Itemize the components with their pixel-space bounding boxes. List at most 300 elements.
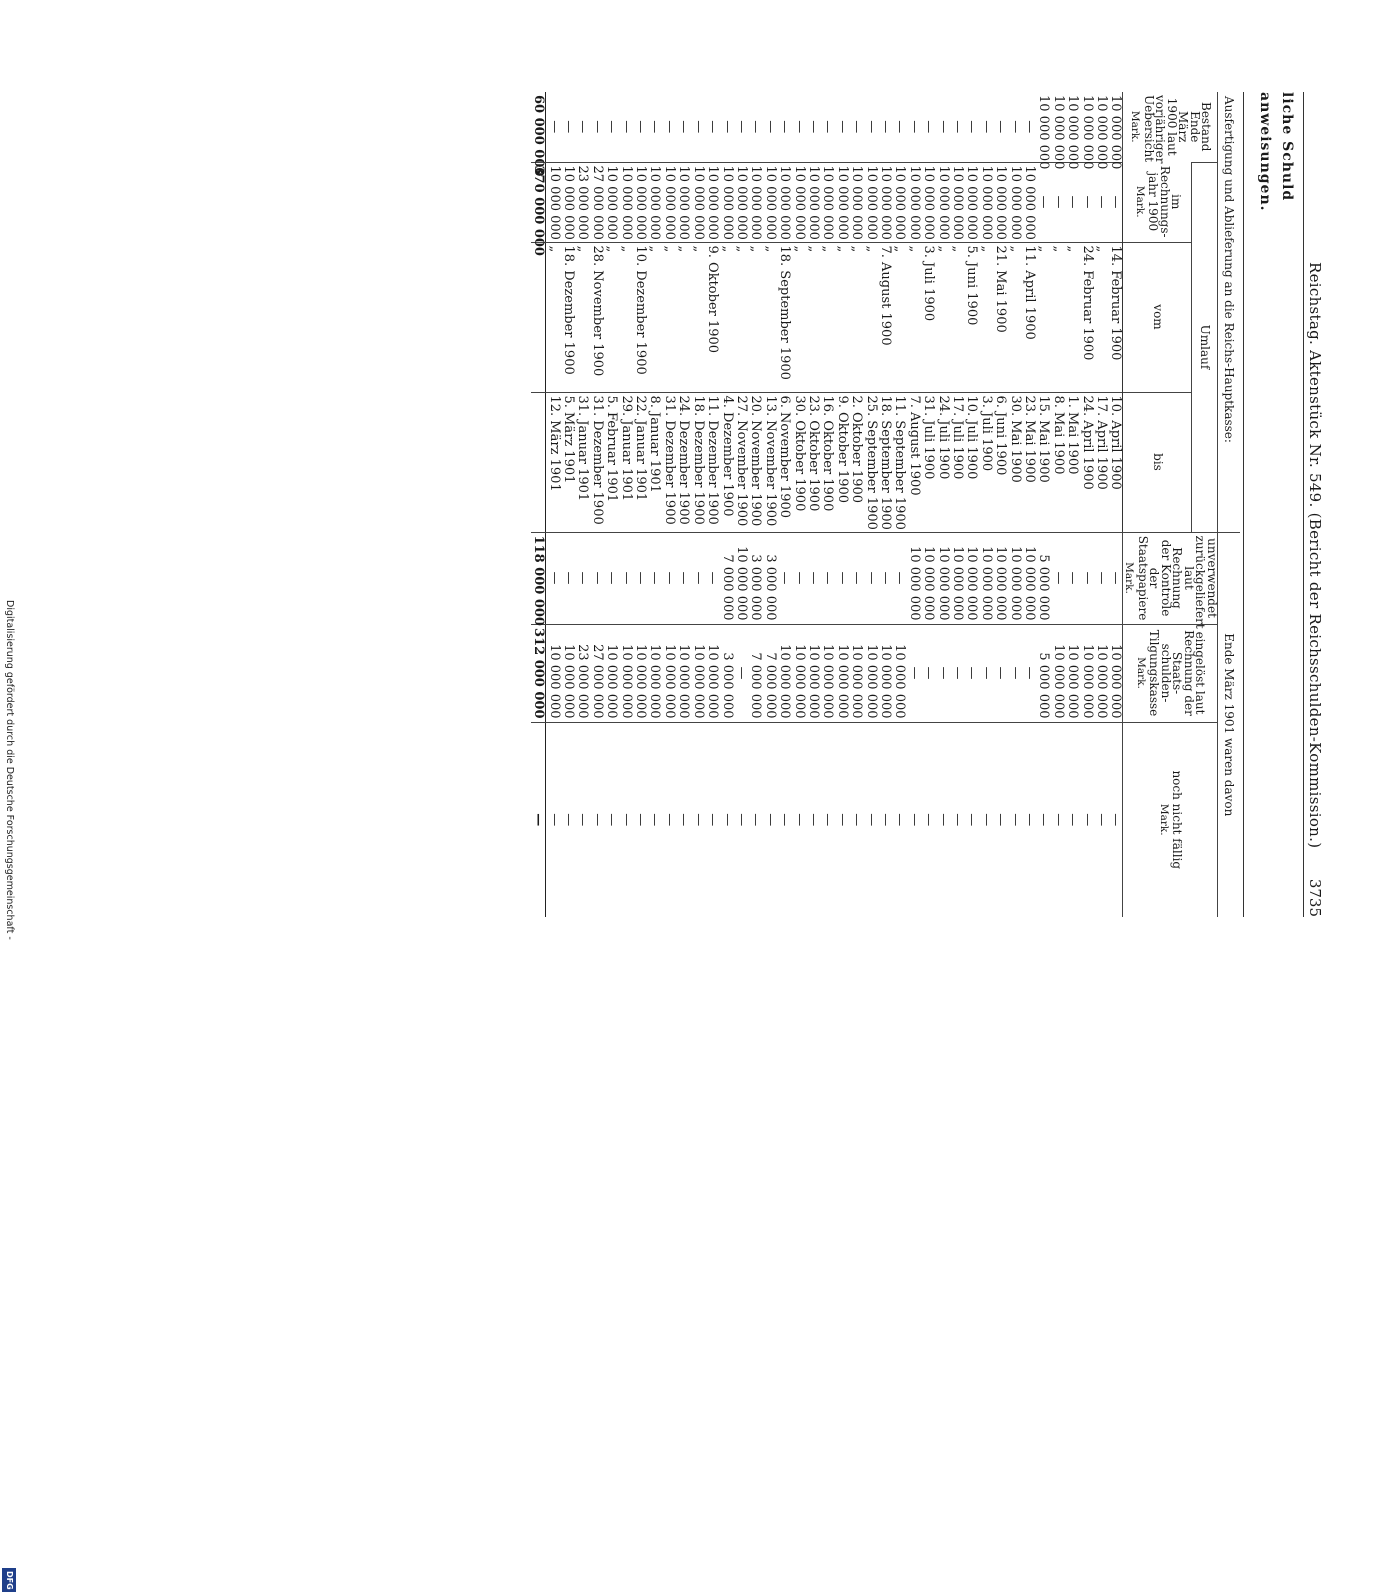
header-im <box>1123 162 1192 242</box>
cell-bestand: — <box>964 120 980 134</box>
cell-bis: 23. Oktober 1900 <box>806 392 820 532</box>
cell-im: — <box>1065 162 1079 242</box>
cell-im: 10 000 000 <box>546 162 561 242</box>
cell-faellig: — <box>777 722 791 917</box>
cell-eingeloest: — <box>921 624 935 722</box>
cell-bis: 18. September 1900 <box>878 392 892 532</box>
cell-vom: „ <box>978 242 992 392</box>
table-row <box>950 92 964 917</box>
cell-faellig: — <box>719 722 733 917</box>
cell-im: 10 000 000 <box>906 162 920 242</box>
cell-unverwendet: 10 000 000 <box>906 532 920 624</box>
cell-eingeloest: 10 000 000 <box>561 624 575 722</box>
table-row <box>575 92 589 917</box>
cell-bis: 18. Dezember 1900 <box>690 392 704 532</box>
cell-faellig: — <box>820 722 834 917</box>
cell-eingeloest: 3 000 000 <box>719 624 733 722</box>
cell-faellig: — <box>978 722 992 917</box>
cell-unverwendet: — <box>820 532 834 624</box>
cell-faellig: — <box>1050 722 1064 917</box>
cell-im: 10 000 000 <box>935 162 949 242</box>
cell-bis: 12. März 1901 <box>546 392 561 532</box>
table-row <box>892 92 906 917</box>
cell-unverwendet: — <box>1094 532 1108 624</box>
cell-vom: „ <box>618 242 632 392</box>
cell-bis: 23. Mai 1900 <box>1022 392 1036 532</box>
cell-unverwendet: — <box>1050 532 1064 624</box>
cell-faellig: — <box>863 722 877 917</box>
header-unit: Mark. <box>1158 803 1170 836</box>
cell-unverwendet: 10 000 000 <box>978 532 992 624</box>
cell-vom: 14. Februar 1900 <box>1108 242 1123 392</box>
cell-eingeloest: — <box>935 624 949 722</box>
table-row <box>964 92 978 917</box>
cell-faellig: — <box>1108 722 1123 917</box>
header-eingeloest-label: eingelöst laut Rechnung der Staats-schulden-Tilgungskasse <box>1147 629 1208 717</box>
cell-bestand: — <box>791 120 807 134</box>
cell-eingeloest: 10 000 000 <box>647 624 661 722</box>
cell-faellig: — <box>748 722 762 917</box>
cell-vom: „ <box>647 242 661 392</box>
cell-bestand: — <box>849 120 865 134</box>
table-row <box>1050 92 1064 917</box>
table-row <box>921 92 935 917</box>
cell-im: 10 000 000 <box>705 162 719 242</box>
cell-eingeloest: 10 000 000 <box>863 624 877 722</box>
cell-unverwendet: 3 000 000 <box>762 532 776 624</box>
total-im: 370 000 000 <box>531 162 546 242</box>
cell-bis: 30. Oktober 1900 <box>791 392 805 532</box>
cell-eingeloest: — <box>950 624 964 722</box>
cell-bestand: — <box>1007 120 1023 134</box>
cell-bestand: — <box>589 120 605 134</box>
cell-bis: 31. Januar 1901 <box>575 392 589 532</box>
cell-unverwendet: 7 000 000 <box>719 532 733 624</box>
cell-unverwendet: — <box>863 532 877 624</box>
cell-unverwendet: 10 000 000 <box>1022 532 1036 624</box>
cell-bis: 5. März 1901 <box>561 392 575 532</box>
cell-bis: 27. November 1900 <box>734 392 748 532</box>
cell-im: 10 000 000 <box>719 162 733 242</box>
cell-vom: „ <box>719 242 733 392</box>
cell-faellig: — <box>906 722 920 917</box>
table-row <box>1036 92 1050 917</box>
cell-im: 10 000 000 <box>964 162 978 242</box>
cell-im: 10 000 000 <box>950 162 964 242</box>
cell-faellig: — <box>575 722 589 917</box>
cell-faellig: — <box>662 722 676 917</box>
cell-im: 10 000 000 <box>561 162 575 242</box>
cell-im: 10 000 000 <box>647 162 661 242</box>
table-row <box>589 92 603 917</box>
table-row <box>834 92 848 917</box>
cell-eingeloest: 10 000 000 <box>820 624 834 722</box>
cell-faellig: — <box>618 722 632 917</box>
table-row <box>676 92 690 917</box>
header-faellig-label: noch nicht fällig <box>1170 770 1185 870</box>
cell-bestand: — <box>1022 120 1038 134</box>
cell-eingeloest: — <box>906 624 920 722</box>
table-row <box>1094 92 1108 917</box>
cell-faellig: — <box>546 722 561 917</box>
table-row <box>690 92 704 917</box>
header-unit: Mark. <box>1129 110 1142 143</box>
cell-unverwendet: — <box>849 532 863 624</box>
cell-faellig: — <box>633 722 647 917</box>
cell-im: 10 000 000 <box>878 162 892 242</box>
running-title: Reichstag. Aktenstück Nr. 549. (Bericht der Reichsschulden-Kommission.) <box>1306 262 1324 849</box>
header-bestand <box>1123 92 1218 162</box>
cell-bestand: — <box>906 120 922 134</box>
rotated-page-content <box>118 92 1334 917</box>
cell-eingeloest: 7 000 000 <box>762 624 776 722</box>
header-unverwendet <box>1123 532 1219 629</box>
cell-eingeloest: 10 000 000 <box>690 624 704 722</box>
cell-bis: 1. Mai 1900 <box>1065 392 1079 532</box>
cell-faellig: — <box>1036 722 1050 917</box>
cell-unverwendet: — <box>662 532 676 624</box>
table-row <box>993 92 1007 917</box>
cell-bis: 3. Juli 1900 <box>978 392 992 532</box>
cell-bis: 2. Oktober 1900 <box>849 392 863 532</box>
cell-vom: „ <box>849 242 863 392</box>
cell-bestand: — <box>950 120 966 134</box>
cell-faellig: — <box>734 722 748 917</box>
cell-faellig: — <box>950 722 964 917</box>
cell-bestand: — <box>935 120 951 134</box>
table-row <box>561 92 575 917</box>
cell-bis: 6. November 1900 <box>777 392 791 532</box>
cell-faellig: — <box>791 722 805 917</box>
cell-vom: „ <box>1007 242 1021 392</box>
table-row <box>791 92 805 917</box>
header-ende-maerz: Ende März 1901 waren davon <box>1218 532 1241 917</box>
header-unit: Mark. <box>1135 657 1147 689</box>
heading-line-2: anweisungen. <box>1257 92 1273 212</box>
cell-eingeloest: — <box>978 624 992 722</box>
cell-faellig: — <box>1022 722 1036 917</box>
cell-eingeloest: 10 000 000 <box>604 624 618 722</box>
cell-eingeloest: 23 000 000 <box>575 624 589 722</box>
cell-faellig: — <box>676 722 690 917</box>
cell-eingeloest: 10 000 000 <box>1108 624 1123 722</box>
cell-vom: 9. Oktober 1900 <box>705 242 719 392</box>
cell-faellig: — <box>964 722 978 917</box>
cell-im: 10 000 000 <box>690 162 704 242</box>
cell-bestand: — <box>748 120 764 134</box>
cell-bestand: 10 000 000 <box>1065 95 1081 170</box>
cell-vom: „ <box>1036 242 1050 392</box>
cell-im: 10 000 000 <box>863 162 877 242</box>
funding-credit-text: Digitalisierung gefördert durch die Deutsche Forschungsgemeinschaft - <box>4 600 15 940</box>
cell-faellig: — <box>561 722 575 917</box>
cell-bestand: — <box>618 120 634 134</box>
header-unit: Mark. <box>1123 562 1136 594</box>
table-row <box>705 92 719 917</box>
cell-bestand: — <box>805 120 821 134</box>
cell-vom: „ <box>662 242 676 392</box>
table-row <box>604 92 618 917</box>
cell-unverwendet: — <box>705 532 719 624</box>
cell-unverwendet: — <box>1065 532 1079 624</box>
cell-eingeloest: — <box>993 624 1007 722</box>
cell-bis: 9. Oktober 1900 <box>834 392 848 532</box>
cell-unverwendet: — <box>690 532 704 624</box>
total-eing: 312 000 000 <box>531 624 546 722</box>
cell-faellig: — <box>834 722 848 917</box>
cell-im: 10 000 000 <box>777 162 791 242</box>
cell-unverwendet: — <box>1079 532 1093 624</box>
table-row <box>1079 92 1093 917</box>
cell-vom: 11. April 1900 <box>1022 242 1036 392</box>
cell-bestand: — <box>777 120 793 134</box>
cell-vom: „ <box>935 242 949 392</box>
cell-unverwendet: — <box>546 532 561 624</box>
cell-vom: 5. Juni 1900 <box>964 242 978 392</box>
cell-eingeloest: 10 000 000 <box>849 624 863 722</box>
table-row <box>1065 92 1079 917</box>
cell-im: 10 000 000 <box>892 162 906 242</box>
cell-im: 10 000 000 <box>633 162 647 242</box>
cell-eingeloest: 10 000 000 <box>1079 624 1093 722</box>
cell-unverwendet: 10 000 000 <box>950 532 964 624</box>
cell-bestand: — <box>719 120 735 134</box>
cell-faellig: — <box>993 722 1007 917</box>
cell-bestand: — <box>820 120 836 134</box>
cell-faellig: — <box>1007 722 1021 917</box>
cell-bestand: — <box>705 120 721 134</box>
cell-bis: 31. Juli 1900 <box>921 392 935 532</box>
cell-im: — <box>1108 162 1123 242</box>
table-row <box>849 92 863 917</box>
cell-eingeloest: 10 000 000 <box>705 624 719 722</box>
total-bestand: 60 000 000 <box>531 92 546 162</box>
cell-faellig: — <box>878 722 892 917</box>
cell-vom: „ <box>791 242 805 392</box>
cell-bis: 5. Februar 1901 <box>604 392 618 532</box>
cell-unverwendet: — <box>777 532 791 624</box>
total-empty <box>531 242 546 392</box>
table-row <box>863 92 877 917</box>
cell-vom: „ <box>806 242 820 392</box>
cell-faellig: — <box>892 722 906 917</box>
cell-eingeloest: 10 000 000 <box>1050 624 1064 722</box>
cell-im: — <box>1036 162 1050 242</box>
cell-bestand: — <box>690 120 706 134</box>
cell-faellig: — <box>589 722 603 917</box>
cell-bis: 7. August 1900 <box>906 392 920 532</box>
cell-im: 10 000 000 <box>978 162 992 242</box>
cell-bestand: — <box>892 120 908 134</box>
cell-unverwendet: — <box>604 532 618 624</box>
cell-im: 10 000 000 <box>834 162 848 242</box>
header-unverwendet-label: unverwendet zurückgeliefert laut Rechnung der Kontrole der Staatspapiere <box>1136 535 1219 629</box>
cell-vom: „ <box>950 242 964 392</box>
cell-unverwendet: — <box>575 532 589 624</box>
cell-bestand: — <box>733 120 749 134</box>
cell-bis: 10. April 1900 <box>1108 392 1123 532</box>
cell-vom: „ <box>863 242 877 392</box>
cell-vom: „ <box>820 242 834 392</box>
cell-bis: 24. April 1900 <box>1079 392 1093 532</box>
cell-bis: 20. November 1900 <box>748 392 762 532</box>
table-row <box>633 92 647 917</box>
page-number: 3735 <box>1306 878 1324 917</box>
cell-eingeloest: 10 000 000 <box>1094 624 1108 722</box>
cell-eingeloest: 27 000 000 <box>589 624 603 722</box>
cell-vom: 3. Juli 1900 <box>921 242 935 392</box>
cell-bestand: 10 000 000 <box>1079 95 1095 170</box>
cell-unverwendet: 10 000 000 <box>734 532 748 624</box>
cell-faellig: — <box>647 722 661 917</box>
cell-unverwendet: 10 000 000 <box>921 532 935 624</box>
cell-vom: 24. Februar 1900 <box>1079 242 1093 392</box>
cell-faellig: — <box>762 722 776 917</box>
sidebar-credit <box>0 600 18 1590</box>
cell-vom: „ <box>834 242 848 392</box>
table-row <box>719 92 733 917</box>
cell-bestand: — <box>863 120 879 134</box>
cell-bis: 24. Dezember 1900 <box>676 392 690 532</box>
cell-im: 23 000 000 <box>575 162 589 242</box>
cell-vom: „ <box>1050 242 1064 392</box>
cell-im: 10 000 000 <box>604 162 618 242</box>
table-row <box>820 92 834 917</box>
debt-table <box>531 92 1240 917</box>
cell-vom: 21. Mai 1900 <box>993 242 1007 392</box>
cell-bestand: — <box>561 120 577 134</box>
cell-faellig: — <box>806 722 820 917</box>
cell-vom: „ <box>906 242 920 392</box>
header-unit: Mark. <box>1133 185 1146 218</box>
cell-bis: 29. Januar 1901 <box>618 392 632 532</box>
cell-bestand: — <box>647 120 663 134</box>
cell-bis: 4. Dezember 1900 <box>719 392 733 532</box>
cell-bestand: — <box>633 120 649 134</box>
table-row <box>647 92 661 917</box>
table-row <box>748 92 762 917</box>
header-umlauf: Umlauf <box>1192 162 1218 532</box>
table-row <box>806 92 820 917</box>
running-header <box>1303 92 1326 917</box>
cell-vom: „ <box>1094 242 1108 392</box>
cell-vom: 10. Dezember 1900 <box>633 242 647 392</box>
cell-unverwendet: 10 000 000 <box>935 532 949 624</box>
cell-vom: „ <box>892 242 906 392</box>
cell-unverwendet: 3 000 000 <box>748 532 762 624</box>
cell-im: 10 000 000 <box>820 162 834 242</box>
cell-eingeloest: 10 000 000 <box>892 624 906 722</box>
table-body <box>531 92 1123 917</box>
section-heading <box>1254 92 1298 212</box>
cell-im: 10 000 000 <box>1022 162 1036 242</box>
cell-bestand: — <box>604 120 620 134</box>
table-row <box>546 92 561 917</box>
cell-unverwendet: — <box>806 532 820 624</box>
document-page <box>118 92 1334 917</box>
cell-eingeloest: — <box>1007 624 1021 722</box>
cell-bestand: — <box>676 120 692 134</box>
total-empty <box>531 392 546 532</box>
table-row <box>762 92 776 917</box>
cell-im: 10 000 000 <box>849 162 863 242</box>
cell-unverwendet: 10 000 000 <box>1007 532 1021 624</box>
cell-vom: 7. August 1900 <box>878 242 892 392</box>
header-vom: vom <box>1123 242 1192 392</box>
cell-bestand: 10 000 000 <box>1050 95 1066 170</box>
table-top-rule <box>1243 92 1244 917</box>
cell-vom: „ <box>1065 242 1079 392</box>
table-row <box>662 92 676 917</box>
cell-eingeloest: 5 000 000 <box>1036 624 1050 722</box>
cell-bis: 6. Juni 1900 <box>993 392 1007 532</box>
table-row <box>935 92 949 917</box>
cell-bis: 11. September 1900 <box>892 392 906 532</box>
cell-bestand: — <box>978 120 994 134</box>
cell-im: 10 000 000 <box>676 162 690 242</box>
cell-eingeloest: 10 000 000 <box>633 624 647 722</box>
cell-im: 10 000 000 <box>762 162 776 242</box>
cell-bis: 30. Mai 1900 <box>1007 392 1021 532</box>
cell-faellig: — <box>921 722 935 917</box>
cell-eingeloest: 10 000 000 <box>618 624 632 722</box>
cell-unverwendet: — <box>878 532 892 624</box>
cell-bestand: — <box>834 120 850 134</box>
cell-vom: 18. Dezember 1900 <box>561 242 575 392</box>
cell-bis: 8. Mai 1900 <box>1050 392 1064 532</box>
cell-unverwendet: — <box>676 532 690 624</box>
totals-row <box>531 92 546 917</box>
cell-eingeloest: — <box>734 624 748 722</box>
cell-unverwendet: — <box>618 532 632 624</box>
header-ausfertigung: Ausfertigung und Ablieferung an die Reichs-Hauptkasse: <box>1218 92 1241 532</box>
cell-vom: „ <box>676 242 690 392</box>
cell-bis: 17. April 1900 <box>1094 392 1108 532</box>
cell-bis: 16. Oktober 1900 <box>820 392 834 532</box>
cell-bestand: 10 000 000 <box>1094 95 1110 170</box>
cell-bis: 31. Dezember 1900 <box>589 392 603 532</box>
cell-unverwendet: — <box>1108 532 1123 624</box>
cell-unverwendet: 10 000 000 <box>993 532 1007 624</box>
cell-bis: 25. September 1900 <box>863 392 877 532</box>
cell-im: 10 000 000 <box>1007 162 1021 242</box>
cell-unverwendet: — <box>633 532 647 624</box>
cell-bis: 8. Januar 1901 <box>647 392 661 532</box>
cell-faellig: — <box>705 722 719 917</box>
cell-vom: „ <box>575 242 589 392</box>
cell-unverwendet: 5 000 000 <box>1036 532 1050 624</box>
cell-faellig: — <box>935 722 949 917</box>
table-row <box>618 92 632 917</box>
cell-eingeloest: 7 000 000 <box>748 624 762 722</box>
cell-bis: 24. Juli 1900 <box>935 392 949 532</box>
header-bestand-label: Bestand Ende März 1900 laut vorjähriger Uebersicht <box>1141 95 1214 164</box>
cell-bis: 31. Dezember 1900 <box>662 392 676 532</box>
cell-vom: 18. September 1900 <box>777 242 791 392</box>
total-unv: 118 000 000 <box>531 532 546 624</box>
cell-unverwendet: — <box>791 532 805 624</box>
cell-vom: „ <box>604 242 618 392</box>
total-faellig: — <box>531 722 546 917</box>
cell-im: 10 000 000 <box>662 162 676 242</box>
cell-vom: „ <box>734 242 748 392</box>
cell-bestand: — <box>661 120 677 134</box>
header-im-label: im Rechnungs-jahr 1900 <box>1146 165 1184 238</box>
cell-im: 10 000 000 <box>791 162 805 242</box>
table-row <box>906 92 920 917</box>
header-bis: bis <box>1123 392 1192 532</box>
cell-faellig: — <box>1065 722 1079 917</box>
